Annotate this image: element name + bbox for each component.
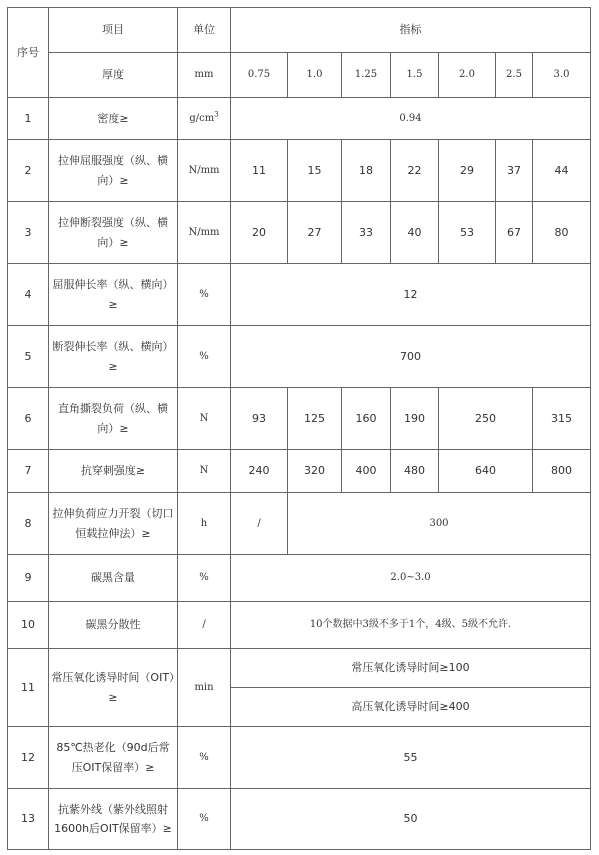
spec-table [7, 7, 591, 850]
row-value: 37 [496, 140, 533, 202]
row-item: 拉伸负荷应力开裂（切口恒载拉伸法）≥ [49, 493, 178, 555]
row-number: 8 [8, 493, 49, 555]
row-item: 抗紫外线（紫外线照射1600h后OIT保留率）≥ [49, 789, 178, 850]
row-value: 315 [533, 388, 591, 450]
row-value: 33 [342, 202, 391, 264]
row-item: 拉伸断裂强度（纵、横向）≥ [49, 202, 178, 264]
row-number: 5 [8, 326, 49, 388]
row-item: 抗穿刺强度≥ [49, 450, 178, 493]
row-item: 常压氧化诱导时间（OIT）≥ [49, 649, 178, 727]
thickness-value: 1.0 [288, 53, 342, 98]
row-item: 碳黑含量 [49, 555, 178, 602]
row-unit: % [178, 326, 231, 388]
row-value: 50 [231, 789, 591, 850]
row-number: 4 [8, 264, 49, 326]
row-value: 0.94 [231, 98, 591, 140]
row-value: 44 [533, 140, 591, 202]
row-value: 22 [391, 140, 439, 202]
row-number: 7 [8, 450, 49, 493]
row-value: 29 [439, 140, 496, 202]
item-header: 项目 [49, 8, 178, 53]
row-number: 13 [8, 789, 49, 850]
row-item: 直角撕裂负荷（纵、横向）≥ [49, 388, 178, 450]
row-value: 250 [439, 388, 533, 450]
row-number: 9 [8, 555, 49, 602]
row-value: / [231, 493, 288, 555]
row-unit: / [178, 602, 231, 649]
row-unit: h [178, 493, 231, 555]
thickness-row [8, 53, 591, 98]
row-value: 240 [231, 450, 288, 493]
thickness-unit: mm [178, 53, 231, 98]
table-row [8, 140, 591, 202]
row-value: 11 [231, 140, 288, 202]
row-value: 高压氧化诱导时间≥400 [231, 688, 591, 727]
row-item: 屈服伸长率（纵、横向）≥ [49, 264, 178, 326]
row-number: 3 [8, 202, 49, 264]
row-number: 6 [8, 388, 49, 450]
row-unit: N/mm [178, 140, 231, 202]
table-row [8, 202, 591, 264]
row-value: 800 [533, 450, 591, 493]
thickness-value: 1.25 [342, 53, 391, 98]
row-number: 10 [8, 602, 49, 649]
row-unit: % [178, 555, 231, 602]
row-value: 320 [288, 450, 342, 493]
row-item: 密度≥ [49, 98, 178, 140]
thickness-label: 厚度 [49, 53, 178, 98]
thickness-value: 2.5 [496, 53, 533, 98]
row-number: 2 [8, 140, 49, 202]
row-unit: % [178, 789, 231, 850]
thickness-value: 2.0 [439, 53, 496, 98]
table-row [8, 264, 591, 326]
table-row [8, 326, 591, 388]
row-value: 20 [231, 202, 288, 264]
row-value: 55 [231, 727, 591, 789]
row-value: 125 [288, 388, 342, 450]
row-value: 400 [342, 450, 391, 493]
row-value: 80 [533, 202, 591, 264]
row-value: 300 [288, 493, 591, 555]
table-row [8, 450, 591, 493]
row-value: 160 [342, 388, 391, 450]
table-row [8, 649, 591, 688]
row-value: 15 [288, 140, 342, 202]
row-number: 12 [8, 727, 49, 789]
thickness-value: 3.0 [533, 53, 591, 98]
table-row [8, 789, 591, 850]
row-value: 700 [231, 326, 591, 388]
thickness-value: 0.75 [231, 53, 288, 98]
row-value: 10个数据中3级不多于1个，4级、5级不允许. [231, 602, 591, 649]
table-row [8, 602, 591, 649]
row-unit: N/mm [178, 202, 231, 264]
row-value: 12 [231, 264, 591, 326]
row-value: 480 [391, 450, 439, 493]
seq-header: 序号 [8, 8, 49, 98]
row-unit: N [178, 388, 231, 450]
table-row [8, 555, 591, 602]
index-header: 指标 [231, 8, 591, 53]
row-unit: N [178, 450, 231, 493]
row-value: 93 [231, 388, 288, 450]
row-item: 碳黑分散性 [49, 602, 178, 649]
row-value: 53 [439, 202, 496, 264]
row-value: 640 [439, 450, 533, 493]
row-value: 2.0~3.0 [231, 555, 591, 602]
row-value: 18 [342, 140, 391, 202]
row-item: 85℃热老化（90d后常压OIT保留率）≥ [49, 727, 178, 789]
row-item: 拉伸屈服强度（纵、横向）≥ [49, 140, 178, 202]
row-value: 40 [391, 202, 439, 264]
unit-header: 单位 [178, 8, 231, 53]
row-value: 190 [391, 388, 439, 450]
row-value: 27 [288, 202, 342, 264]
row-number: 11 [8, 649, 49, 727]
table-row [8, 727, 591, 789]
row-value: 67 [496, 202, 533, 264]
row-number: 1 [8, 98, 49, 140]
table-row [8, 98, 591, 140]
table-row [8, 493, 591, 555]
row-unit: % [178, 727, 231, 789]
row-unit: $g/cm^3$ [178, 98, 231, 140]
row-unit: min [178, 649, 231, 727]
thickness-value: 1.5 [391, 53, 439, 98]
row-item: 断裂伸长率（纵、横向）≥ [49, 326, 178, 388]
header-row [8, 8, 591, 53]
row-value: 常压氧化诱导时间≥100 [231, 649, 591, 688]
row-unit: % [178, 264, 231, 326]
table-row [8, 388, 591, 450]
